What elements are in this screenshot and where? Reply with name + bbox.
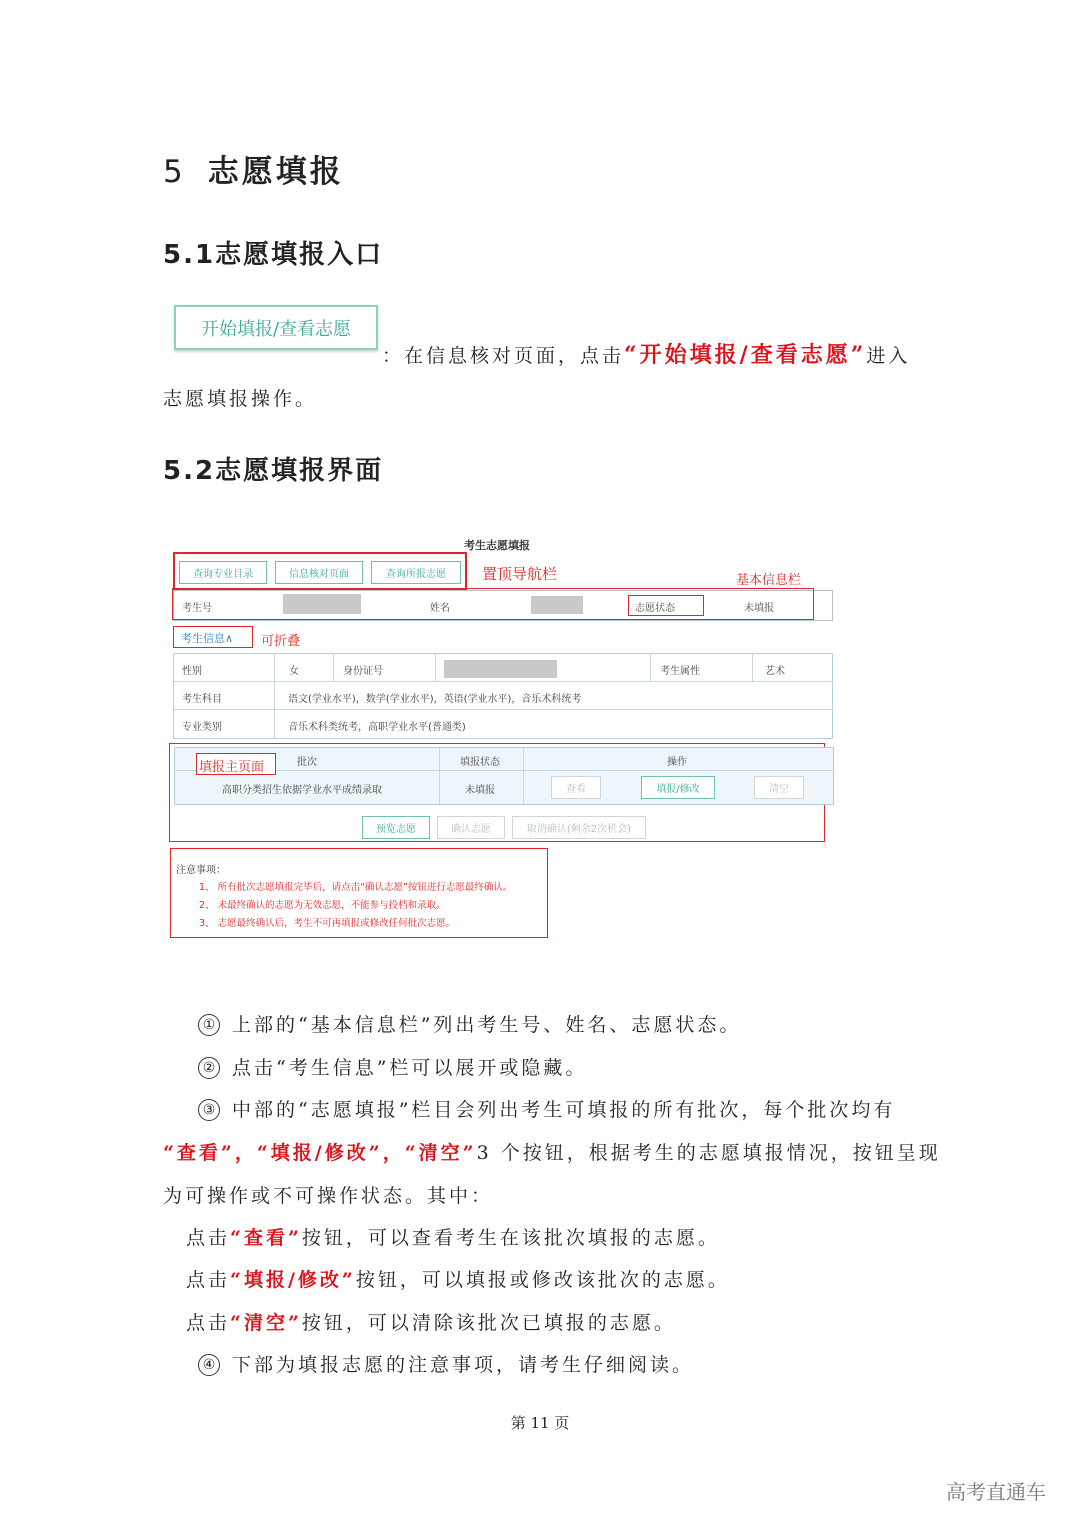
basic-info-highlight-box bbox=[172, 588, 814, 620]
note-item: 3、 志愿最终确认后，考生不可再填报或修改任何批次志愿。 bbox=[199, 918, 456, 929]
id-label: 身份证号 bbox=[343, 666, 383, 677]
term-clear: “清空” bbox=[404, 1142, 477, 1164]
point-4 bbox=[198, 1350, 694, 1377]
chapter-title: 志愿填报 bbox=[207, 154, 344, 190]
term-fill-edit: “填报/修改” bbox=[230, 1269, 356, 1291]
section-number: 5.2 bbox=[163, 456, 216, 486]
term-view: “查看” bbox=[163, 1142, 235, 1164]
info-col-divider bbox=[333, 653, 334, 681]
category-label: 专业类别 bbox=[182, 722, 222, 733]
main-annotation: 填报主页面 bbox=[199, 760, 265, 775]
point-marker: ③ bbox=[198, 1099, 220, 1121]
info-col-divider bbox=[650, 653, 651, 681]
point-text: 中部的“志愿填报”栏目会列出考生可填报的所有批次，每个批次均有 bbox=[232, 1099, 896, 1121]
fill-edit-button: 填报/修改 bbox=[641, 776, 715, 799]
confirm-button: 确认志愿 bbox=[437, 816, 505, 839]
page-footer: 第 11 页 bbox=[510, 1414, 570, 1432]
screenshot-title: 考生志愿填报 bbox=[464, 539, 530, 552]
attr-label: 考生属性 bbox=[660, 666, 700, 677]
note-item: 2、 未最终确认的志愿为无效志愿，不能参与投档和录取。 bbox=[199, 900, 446, 911]
point-text: 下部为填报志愿的注意事项，请考生仔细阅读。 bbox=[232, 1354, 695, 1376]
info-col-divider bbox=[274, 653, 275, 738]
point-2 bbox=[198, 1053, 587, 1080]
entry-text-post: 进入 bbox=[866, 345, 911, 367]
row-batch: 高职分类招生依据学业水平成绩录取 bbox=[222, 785, 382, 796]
student-info-toggle: 考生信息∧ bbox=[181, 632, 234, 645]
gender-label: 性别 bbox=[182, 666, 202, 677]
nav-button-major-catalog: 查询专业目录 bbox=[179, 561, 267, 584]
header-ops: 操作 bbox=[667, 757, 687, 768]
section-title: 志愿填报界面 bbox=[215, 456, 384, 486]
section-heading-5-2 bbox=[163, 450, 383, 487]
notes-box bbox=[170, 848, 548, 938]
notes-title: 注意事项： bbox=[176, 865, 226, 876]
sub-point-fill-edit bbox=[186, 1265, 730, 1292]
subjects-value: 语文(学业水平)，数学(学业水平)，英语(学业水平)，音乐术科统考 bbox=[288, 694, 582, 705]
sub-post: 按钮，可以填报或修改该批次的志愿。 bbox=[355, 1269, 730, 1291]
sub-pre: 点击 bbox=[186, 1312, 231, 1334]
entry-paragraph-line1 bbox=[382, 338, 910, 369]
fill-col-divider bbox=[523, 747, 524, 804]
point-1 bbox=[198, 1010, 741, 1037]
separator: ， bbox=[382, 1142, 405, 1164]
row-status: 未填报 bbox=[465, 785, 495, 796]
nav-button-info-check: 信息核对页面 bbox=[275, 561, 363, 584]
chapter-heading bbox=[163, 146, 344, 191]
application-screenshot bbox=[168, 525, 928, 945]
point-marker: ④ bbox=[198, 1354, 220, 1376]
cancel-confirm-button: 取消确认(剩余2次机会) bbox=[512, 816, 646, 839]
nav-button-query-choices: 查询所报志愿 bbox=[371, 561, 461, 584]
chapter-number: 5 bbox=[163, 154, 186, 190]
point-3-line2 bbox=[163, 1138, 941, 1165]
info-col-divider bbox=[752, 653, 753, 681]
id-redacted bbox=[444, 660, 557, 678]
category-value: 音乐术科类统考，高职学业水平(普通类) bbox=[288, 722, 466, 733]
start-fill-button-image: 开始填报/查看志愿 bbox=[174, 305, 378, 350]
gender-value: 女 bbox=[289, 666, 299, 677]
nav-annotation: 置顶导航栏 bbox=[482, 565, 558, 583]
point-marker: ② bbox=[198, 1057, 220, 1079]
point-text: 上部的“基本信息栏”列出考生号、姓名、志愿状态。 bbox=[232, 1014, 742, 1036]
sub-point-view bbox=[186, 1223, 720, 1250]
view-button: 查看 bbox=[551, 776, 601, 799]
name-label: 姓名 bbox=[430, 603, 450, 614]
section-heading-5-1 bbox=[163, 234, 383, 271]
point-3-line1 bbox=[198, 1095, 895, 1122]
entry-text-pre: ：在信息核对页面，点击 bbox=[382, 345, 625, 367]
preview-button: 预览志愿 bbox=[362, 816, 430, 839]
info-row-divider bbox=[173, 709, 833, 710]
note-item: 1、 所有批次志愿填报完毕后，请点击“确认志愿”按钮进行志愿最终确认。 bbox=[199, 882, 513, 893]
info-row-divider bbox=[173, 681, 833, 682]
attr-value: 艺术 bbox=[765, 666, 785, 677]
section-title: 志愿填报入口 bbox=[215, 240, 384, 270]
sub-post: 按钮，可以查看考生在该批次填报的志愿。 bbox=[301, 1227, 720, 1249]
info-col-divider bbox=[435, 653, 436, 681]
basic-annotation: 基本信息栏 bbox=[736, 573, 802, 588]
header-batch: 批次 bbox=[297, 757, 317, 768]
point-3-line3: 为可操作或不可操作状态。其中： bbox=[163, 1185, 494, 1207]
collapse-annotation: 可折叠 bbox=[261, 634, 301, 649]
term-clear: “清空” bbox=[230, 1312, 302, 1334]
fill-col-divider bbox=[439, 747, 440, 804]
entry-text-highlight: “开始填报/查看志愿” bbox=[624, 342, 867, 368]
point-text: 3 个按钮，根据考生的志愿填报情况，按钮呈现 bbox=[476, 1142, 941, 1164]
clear-button: 清空 bbox=[754, 776, 804, 799]
point-text: 点击“考生信息”栏可以展开或隐藏。 bbox=[232, 1057, 588, 1079]
entry-paragraph-line2: 志愿填报操作。 bbox=[163, 388, 318, 410]
subjects-label: 考生科目 bbox=[182, 694, 222, 705]
sub-post: 按钮，可以清除该批次已填报的志愿。 bbox=[301, 1312, 676, 1334]
sub-point-clear bbox=[186, 1308, 676, 1335]
term-view: “查看” bbox=[230, 1227, 302, 1249]
status-value: 未填报 bbox=[744, 603, 774, 614]
section-number: 5.1 bbox=[163, 240, 216, 270]
header-status: 填报状态 bbox=[460, 757, 500, 768]
point-marker: ① bbox=[198, 1014, 220, 1036]
separator: ， bbox=[234, 1142, 257, 1164]
status-label: 志愿状态 bbox=[635, 603, 675, 614]
sub-pre: 点击 bbox=[186, 1227, 231, 1249]
sub-pre: 点击 bbox=[186, 1269, 231, 1291]
term-fill-edit: “填报/修改” bbox=[256, 1142, 383, 1164]
exam-no-label: 考生号 bbox=[182, 603, 212, 614]
watermark: 高考直通车 bbox=[946, 1480, 1046, 1504]
